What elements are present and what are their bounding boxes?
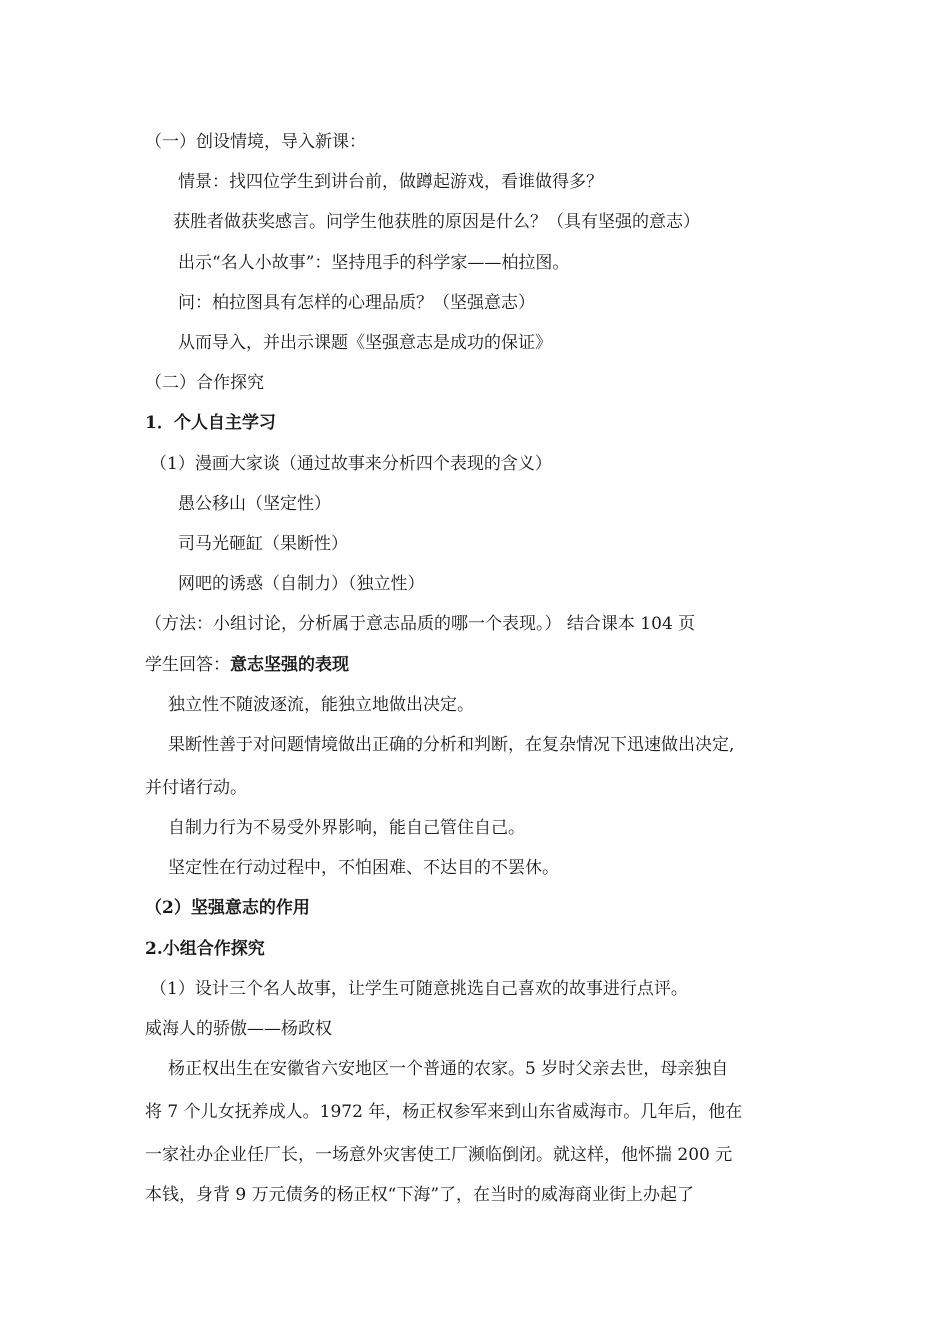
- answer-heading: 意志坚强的表现: [230, 655, 349, 675]
- paragraph: 问：柏拉图具有怎样的心理品质？（坚强意志）: [178, 293, 535, 313]
- list-item: 愚公移山（坚定性）: [178, 494, 331, 514]
- paragraph: 出示“名人小故事”：坚持甩手的科学家——柏拉图。: [178, 253, 570, 273]
- section-heading-1: （一）创设情境，导入新课：: [145, 132, 366, 152]
- paragraph: 本钱，身背 9 万元债务的杨正权“下海”了，在当时的威海商业街上办起了: [145, 1185, 695, 1205]
- section-heading-2: （二）合作探究: [145, 373, 264, 393]
- paragraph: （1）漫画大家谈（通过故事来分析四个表现的含义）: [150, 454, 552, 474]
- paragraph: 独立性不随波逐流，能独立地做出决定。: [168, 695, 474, 715]
- list-item: 司马光砸缸（果断性）: [178, 534, 348, 554]
- paragraph: 自制力行为不易受外界影响，能自己管住自己。: [168, 818, 525, 838]
- subheading: 2.小组合作探究: [145, 939, 265, 959]
- paragraph: 果断性善于对问题情境做出正确的分析和判断，在复杂情况下迅速做出决定,: [168, 735, 735, 755]
- answer-label: 学生回答：: [145, 655, 230, 675]
- paragraph: [145, 653, 815, 677]
- paragraph: （1）设计三个名人故事，让学生可随意挑选自己喜欢的故事进行点评。: [150, 979, 688, 999]
- paragraph: 从而导入，并出示课题《坚强意志是成功的保证》: [178, 333, 552, 353]
- paragraph: 获胜者做获奖感言。问学生他获胜的原因是什么？（具有坚强的意志）: [173, 212, 700, 232]
- paragraph: 情景：找四位学生到讲台前，做蹲起游戏，看谁做得多？: [178, 172, 603, 192]
- subheading: 1．个人自主学习: [145, 413, 276, 433]
- paragraph: 杨正权出生在安徽省六安地区一个普通的农家。5 岁时父亲去世，母亲独自: [168, 1059, 729, 1079]
- subheading: （2）坚强意志的作用: [145, 898, 310, 918]
- paragraph: 一家社办企业任厂长，一场意外灾害使工厂濒临倒闭。就这样，他怀揣 200 元: [145, 1145, 733, 1165]
- paragraph: 并付诸行动。: [145, 778, 247, 798]
- story-title: 威海人的骄傲——杨政权: [145, 1019, 332, 1039]
- paragraph: 将 7 个儿女抚养成人。1972 年，杨正权参军来到山东省威海市。几年后，他在: [145, 1102, 743, 1122]
- paragraph: 坚定性在行动过程中，不怕困难、不达目的不罢休。: [168, 858, 559, 878]
- paragraph: （方法：小组讨论，分析属于意志品质的哪一个表现。） 结合课本 104 页: [145, 614, 696, 634]
- list-item: 网吧的诱惑（自制力）（独立性）: [178, 574, 425, 594]
